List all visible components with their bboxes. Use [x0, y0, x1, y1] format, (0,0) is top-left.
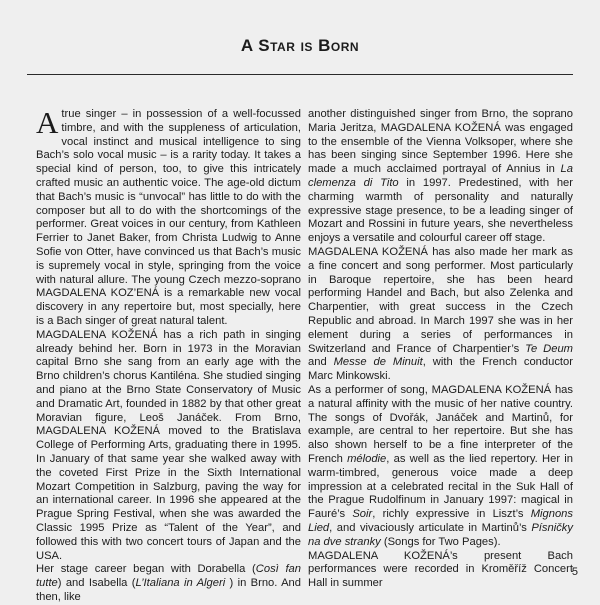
work-title: Messe de Minuit	[333, 356, 423, 369]
genre-term: mélodie	[347, 452, 387, 465]
text-run: (Songs for Two Pages).	[380, 535, 501, 548]
opera-title: L’Italiana in Algeri	[135, 577, 226, 590]
work-title: Te Deum	[525, 342, 573, 355]
paragraph	[308, 384, 573, 550]
page-number: 5	[571, 566, 578, 578]
opera-title: La clemenza di Tito	[308, 163, 573, 189]
text-run: As a performer of song, MAGDALENA KOŽENÁ has a natural affinity with the music of her native country. The songs of Dvořák, Janáček and Martinů, for example, are central to her repertoire. But she has also shown herself to be a fine interpreter of the French	[308, 383, 573, 465]
text-run: ) in Brno. And then, like	[36, 577, 301, 603]
song-title: Mignons Lied	[308, 508, 573, 534]
paragraph	[36, 105, 301, 329]
text-run: Her stage career began with Dorabella (	[36, 563, 256, 576]
text-run: MAGDALENA KOŽENÁ has also made her mark as a fine concert and song performer. Most particularly in Baroque repertoire, she has been heard performing Handel and Bach, but also Zelenka and Charpentier, with great success in the Czech Republic and abroad. In March 1997 she was in her element during a series of performances in Switzerland and France of Charpentier’s	[308, 245, 573, 355]
song-title: Soir	[352, 508, 373, 521]
text-run: ) and Isabella (	[57, 577, 136, 590]
text-run: another distinguished singer from Brno, the soprano Maria Jeritza, MAGDALENA KOŽENÁ was engaged to the ensemble of the Vienna Volksoper, where she has been singing since September 1996. Here she made a much acclaimed portrayal of Annius in	[308, 108, 573, 176]
page-title: A Star is Born	[240, 36, 360, 55]
text-run: , as well as the lied repertory. Her in warm-timbred, generous voice made a deep impression at a celebrated recital in the Suk Hall of the Prague Rudolfinum in January 1997: magical in Fauré’s	[308, 452, 573, 521]
song-title: Písničky na dve stranky	[308, 521, 573, 548]
left-column	[36, 105, 301, 605]
text-run: , richly expressive in Liszt’s	[372, 508, 531, 521]
drop-cap: A	[36, 105, 59, 140]
text-run: , and vivaciously articulate in Martinů’s	[329, 521, 532, 534]
paragraph	[308, 108, 573, 246]
paragraph-text: true singer – in possession of a well-focussed timbre, and with the suppleness of articulation, vocal instinct and musical intelligence to sing Bach’s solo vocal music – is a rarity today. It takes a special kind of person, too, to give this intricately crafted music an authentic voice. The age-old dictum that Bach’s music is “unvocal” has little to do with the composer but all to do with the shortcomings of the performer. Great voices in our century, from Kathleen Ferrier to Janet Baker, from Christa Ludwig to Anne Sofie von Otter, have convinced us that Bach’s music is supremely vocal in style, springing from the voice with natural allure. The young Czech mezzo-soprano MAGDALENA KOZ’ENÁ is a remarkable new vocal discovery in any repertoire but, most specially, here is a Bach singer of great natural talent.	[36, 108, 301, 327]
right-column	[308, 108, 573, 591]
paragraph	[36, 563, 301, 604]
paragraph	[308, 246, 573, 384]
text-run: in 1997. Predestined, with her charming warmth of personality and naturally expressive stage presence, to be a leading singer of Mozart and Rossini in future years, she nevertheless enjoys a versatile and colourful career off stage.	[308, 176, 574, 245]
opera-title: Così fan tutte	[36, 563, 301, 590]
text-run: , with the French conductor Marc Minkowski.	[308, 356, 573, 383]
paragraph: MAGDALENA KOŽENÁ has a rich path in singing already behind her. Born in 1973 in the Moravian capital Brno she sang from an early age with the Brno children’s chorus Kantiléna. She studied singing and piano at the Brno State Conservatory of Music and Dramatic Art, founded in 1882 by that other great Moravian figure, Leoš Janáček. From Brno, MAGDALENA KOŽENÁ moved to the Bratislava College of Performing Arts, graduating there in 1995. In January of that same year she walked away with the coveted First Prize in the Sixth International Mozart Competition in Salzburg, paving the way for an international career. In 1996 she appeared at the Prague Spring Festival, when she was awarded the Classic 1995 Prize as “Talent of the Year”, and followed this with two concert tours of Japan and the USA.	[36, 328, 301, 562]
title-rule	[27, 74, 573, 75]
paragraph: MAGDALENA KOŽENÁ’s present Bach performances were recorded in Kroměříž Concert Hall in summer	[308, 549, 573, 590]
text-run: and	[308, 356, 334, 369]
